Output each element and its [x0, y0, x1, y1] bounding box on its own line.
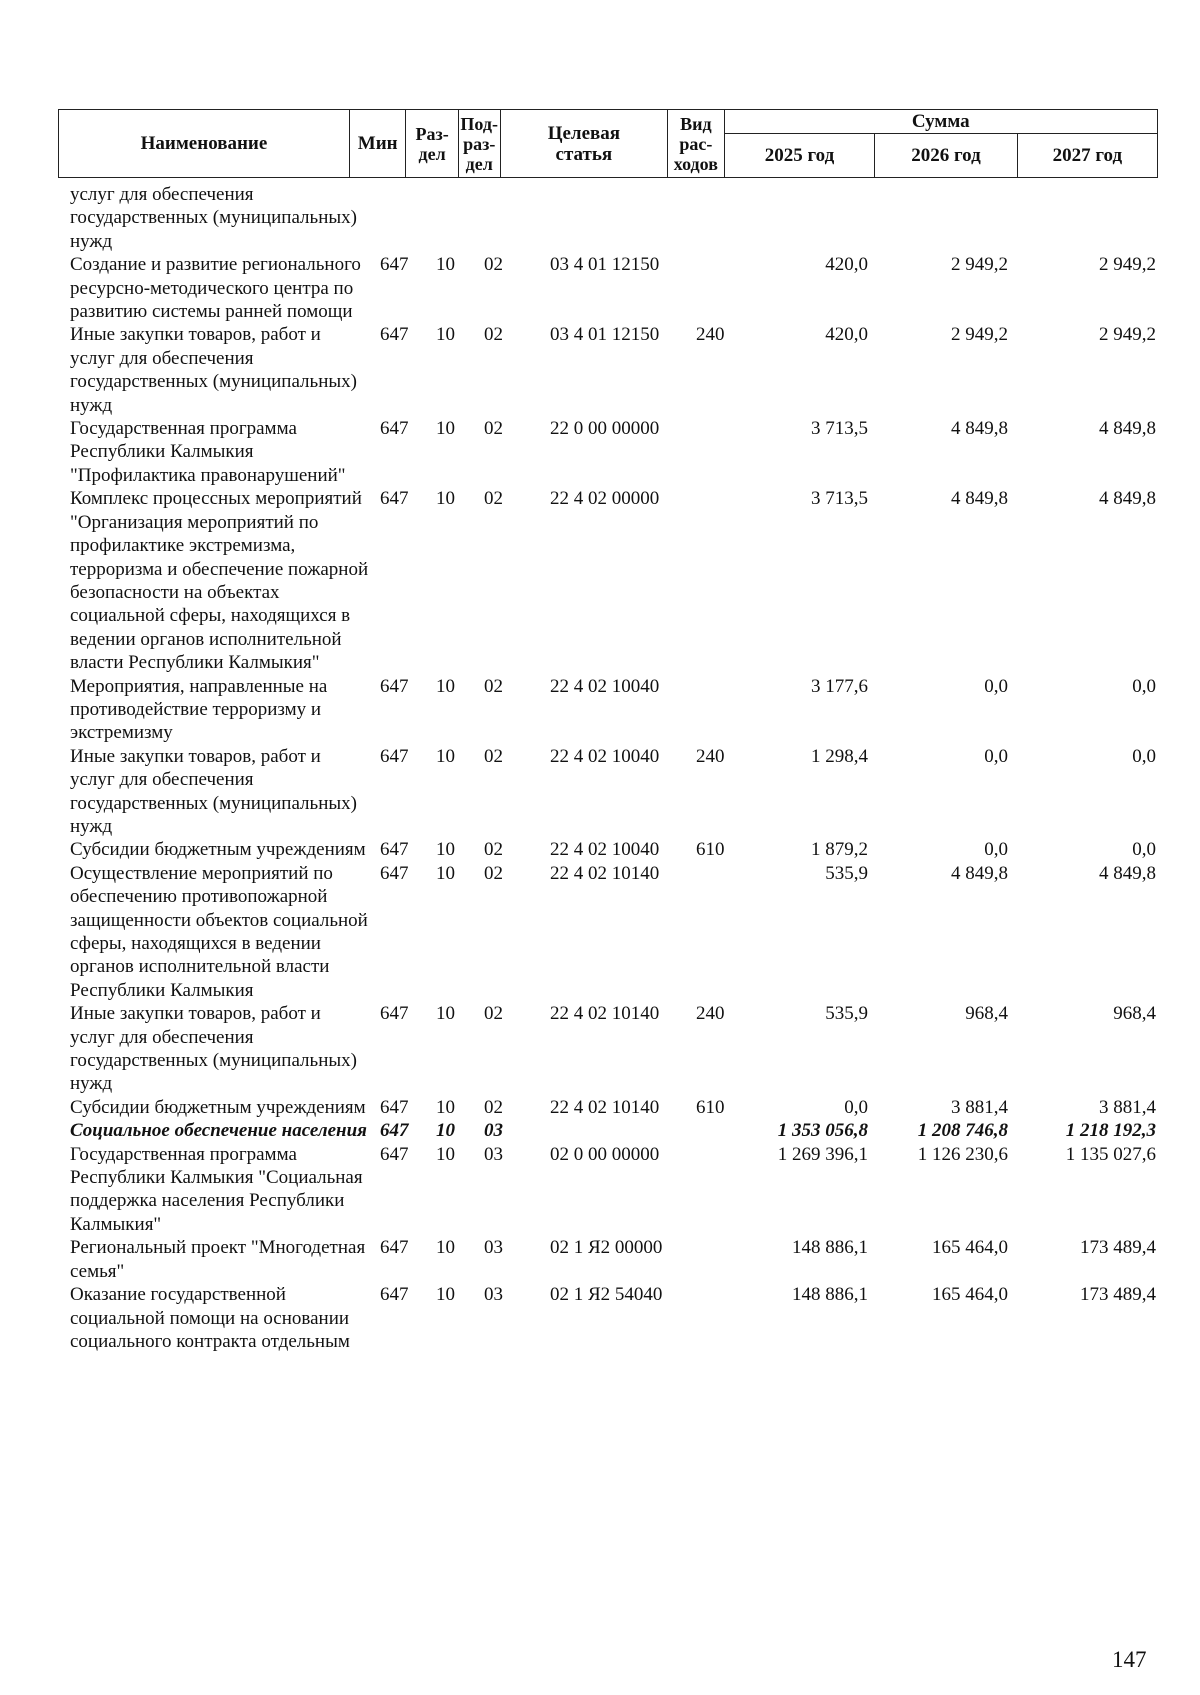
cell-vid-rashodov: 240 [696, 1003, 725, 1025]
cell-sum-2025: 3 177,6 [811, 675, 868, 697]
cell-razdel: 10 [436, 1143, 455, 1165]
cell-name: Региональный проект "Многодетная семья" [70, 1237, 366, 1282]
cell-sum-2027: 173 489,4 [1080, 1284, 1156, 1306]
table-row [58, 1236, 1158, 1283]
table-row [58, 1002, 1158, 1096]
cell-name: Субсидии бюджетным учреждениям [70, 839, 366, 861]
cell-tselevaya-statya: 22 4 02 10040 [550, 839, 660, 861]
cell-podrazdel: 02 [484, 254, 503, 276]
cell-sum-2025: 420,0 [825, 254, 868, 276]
cell-sum-2026: 968,4 [965, 1003, 1008, 1025]
cell-sum-2026: 3 881,4 [951, 1096, 1008, 1118]
table-row [58, 675, 1158, 745]
cell-min: 647 [380, 1120, 409, 1142]
cell-podrazdel: 02 [484, 839, 503, 861]
cell-sum-2026: 0,0 [984, 839, 1008, 861]
cell-sum-2027: 1 218 192,3 [1065, 1120, 1156, 1142]
header-podrazdel: Под- раз- дел [458, 110, 500, 178]
cell-tselevaya-statya: 03 4 01 12150 [550, 324, 660, 346]
header-summa: Сумма [724, 110, 1157, 134]
table-header [58, 109, 1158, 178]
cell-sum-2025: 420,0 [825, 324, 868, 346]
table-row [58, 253, 1158, 323]
cell-tselevaya-statya: 02 1 Я2 54040 [550, 1284, 663, 1306]
cell-razdel: 10 [436, 862, 455, 884]
cell-min: 647 [380, 1143, 409, 1165]
cell-tselevaya-statya: 22 4 02 10040 [550, 675, 660, 697]
cell-tselevaya-statya: 22 0 00 00000 [550, 418, 660, 440]
cell-razdel: 10 [436, 745, 455, 767]
cell-sum-2025: 148 886,1 [792, 1284, 868, 1306]
header-2026: 2026 год [875, 134, 1017, 178]
cell-razdel: 10 [436, 1284, 455, 1306]
cell-sum-2025: 3 713,5 [811, 418, 868, 440]
cell-razdel: 10 [436, 1096, 455, 1118]
cell-tselevaya-statya: 02 1 Я2 00000 [550, 1237, 663, 1259]
cell-name: Оказание государственной социальной помощи на основании социального контракта отдельным [70, 1284, 350, 1352]
cell-razdel: 10 [436, 675, 455, 697]
cell-sum-2026: 0,0 [984, 745, 1008, 767]
table-row [58, 838, 1158, 861]
cell-name: Иные закупки товаров, работ и услуг для обеспечения государственных (муниципальных) нужд [70, 324, 357, 416]
cell-podrazdel: 02 [484, 324, 503, 346]
cell-podrazdel: 02 [484, 862, 503, 884]
table-row [58, 417, 1158, 487]
table-row [58, 487, 1158, 674]
table-row [58, 745, 1158, 839]
cell-sum-2025: 1 353 056,8 [777, 1120, 868, 1142]
cell-vid-rashodov: 610 [696, 1096, 725, 1118]
cell-sum-2025: 0,0 [844, 1096, 868, 1118]
table-row [58, 1143, 1158, 1237]
cell-sum-2026: 1 208 746,8 [917, 1120, 1008, 1142]
table-row [58, 323, 1158, 417]
cell-name: Мероприятия, направленные на противодействие терроризму и экстремизму [70, 675, 328, 744]
cell-sum-2027: 3 881,4 [1099, 1096, 1156, 1118]
cell-podrazdel: 02 [484, 488, 503, 510]
cell-podrazdel: 03 [484, 1237, 503, 1259]
cell-razdel: 10 [436, 324, 455, 346]
cell-name: Социальное обеспечение населения [70, 1120, 367, 1142]
cell-min: 647 [380, 418, 409, 440]
cell-sum-2026: 165 464,0 [932, 1284, 1008, 1306]
cell-name: Субсидии бюджетным учреждениям [70, 1096, 366, 1118]
header-2025: 2025 год [724, 134, 875, 178]
cell-tselevaya-statya: 22 4 02 10140 [550, 1096, 660, 1118]
cell-sum-2025: 535,9 [825, 1003, 868, 1025]
cell-tselevaya-statya: 22 4 02 00000 [550, 488, 660, 510]
cell-sum-2027: 968,4 [1113, 1003, 1156, 1025]
cell-tselevaya-statya: 22 4 02 10140 [550, 1003, 660, 1025]
cell-name: Создание и развитие регионального ресурсно-методического центра по развитию системы ранней помощи [70, 254, 361, 323]
cell-min: 647 [380, 839, 409, 861]
header-min: Мин [349, 110, 406, 178]
cell-min: 647 [380, 324, 409, 346]
cell-vid-rashodov: 240 [696, 324, 725, 346]
cell-razdel: 10 [436, 1120, 455, 1142]
cell-sum-2026: 0,0 [984, 675, 1008, 697]
header-name: Наименование [59, 110, 350, 178]
header-tselevaya: Целевая статья [500, 110, 667, 178]
cell-sum-2027: 4 849,8 [1099, 488, 1156, 510]
table-row [58, 1096, 1158, 1119]
cell-podrazdel: 02 [484, 1003, 503, 1025]
cell-sum-2026: 2 949,2 [951, 254, 1008, 276]
cell-sum-2026: 1 126 230,6 [917, 1143, 1008, 1165]
cell-razdel: 10 [436, 488, 455, 510]
cell-tselevaya-statya: 22 4 02 10140 [550, 862, 660, 884]
cell-tselevaya-statya: 03 4 01 12150 [550, 254, 660, 276]
cell-podrazdel: 02 [484, 745, 503, 767]
cell-sum-2025: 148 886,1 [792, 1237, 868, 1259]
cell-name: Осуществление мероприятий по обеспечению противопожарной защищенности объектов социальной сферы, находящихся в ведении органов исполнительной власти Республики Калмыкия [70, 862, 368, 1001]
cell-sum-2027: 0,0 [1132, 745, 1156, 767]
cell-podrazdel: 02 [484, 675, 503, 697]
cell-min: 647 [380, 1096, 409, 1118]
cell-name: Иные закупки товаров, работ и услуг для обеспечения государственных (муниципальных) нужд [70, 1003, 357, 1095]
cell-name: Иные закупки товаров, работ и услуг для обеспечения государственных (муниципальных) нужд [70, 745, 357, 837]
cell-min: 647 [380, 1237, 409, 1259]
cell-min: 647 [380, 1284, 409, 1306]
cell-min: 647 [380, 862, 409, 884]
cell-min: 647 [380, 488, 409, 510]
cell-sum-2027: 173 489,4 [1080, 1237, 1156, 1259]
cell-sum-2026: 4 849,8 [951, 488, 1008, 510]
table-row [58, 1119, 1158, 1142]
cell-sum-2027: 4 849,8 [1099, 418, 1156, 440]
cell-vid-rashodov: 240 [696, 745, 725, 767]
cell-name: Государственная программа Республики Калмыкия "Социальная поддержка населения Республики Калмыкия" [70, 1143, 363, 1235]
cell-sum-2026: 4 849,8 [951, 418, 1008, 440]
header-razdel: Раз- дел [406, 110, 458, 178]
cell-razdel: 10 [436, 1003, 455, 1025]
cell-sum-2025: 535,9 [825, 862, 868, 884]
cell-podrazdel: 02 [484, 418, 503, 440]
cell-podrazdel: 03 [484, 1143, 503, 1165]
cell-razdel: 10 [436, 418, 455, 440]
cell-razdel: 10 [436, 254, 455, 276]
cell-razdel: 10 [436, 1237, 455, 1259]
cell-name: Комплекс процессных мероприятий "Организация мероприятий по профилактике экстремизма, терроризма и обеспечение пожарной безопасности на объектах социальной сферы, находящихся в ведении органов исполнительной власти Республики Калмыкия" [70, 488, 369, 674]
cell-podrazdel: 03 [484, 1284, 503, 1306]
cell-sum-2027: 4 849,8 [1099, 862, 1156, 884]
cell-name: услуг для обеспечения государственных (муниципальных) нужд [70, 184, 357, 252]
table-body [58, 183, 1158, 1353]
cell-sum-2027: 0,0 [1132, 839, 1156, 861]
cell-min: 647 [380, 745, 409, 767]
cell-sum-2027: 0,0 [1132, 675, 1156, 697]
cell-tselevaya-statya: 22 4 02 10040 [550, 745, 660, 767]
cell-podrazdel: 02 [484, 1096, 503, 1118]
cell-name: Государственная программа Республики Калмыкия "Профилактика правонарушений" [70, 418, 346, 486]
header-vid: Вид рас- ходов [668, 110, 725, 178]
cell-sum-2026: 165 464,0 [932, 1237, 1008, 1259]
cell-sum-2027: 1 135 027,6 [1065, 1143, 1156, 1165]
cell-sum-2026: 2 949,2 [951, 324, 1008, 346]
table-row [58, 183, 1158, 253]
cell-podrazdel: 03 [484, 1120, 503, 1142]
cell-sum-2027: 2 949,2 [1099, 324, 1156, 346]
cell-sum-2027: 2 949,2 [1099, 254, 1156, 276]
cell-razdel: 10 [436, 839, 455, 861]
cell-sum-2025: 1 879,2 [811, 839, 868, 861]
cell-sum-2025: 3 713,5 [811, 488, 868, 510]
cell-tselevaya-statya: 02 0 00 00000 [550, 1143, 660, 1165]
cell-sum-2026: 4 849,8 [951, 862, 1008, 884]
cell-vid-rashodov: 610 [696, 839, 725, 861]
cell-min: 647 [380, 675, 409, 697]
page-number: 147 [1112, 1647, 1147, 1672]
cell-sum-2025: 1 269 396,1 [777, 1143, 868, 1165]
cell-min: 647 [380, 1003, 409, 1025]
cell-sum-2025: 1 298,4 [811, 745, 868, 767]
header-2027: 2027 год [1017, 134, 1157, 178]
cell-min: 647 [380, 254, 409, 276]
table-row [58, 1283, 1158, 1353]
table-row [58, 862, 1158, 1002]
